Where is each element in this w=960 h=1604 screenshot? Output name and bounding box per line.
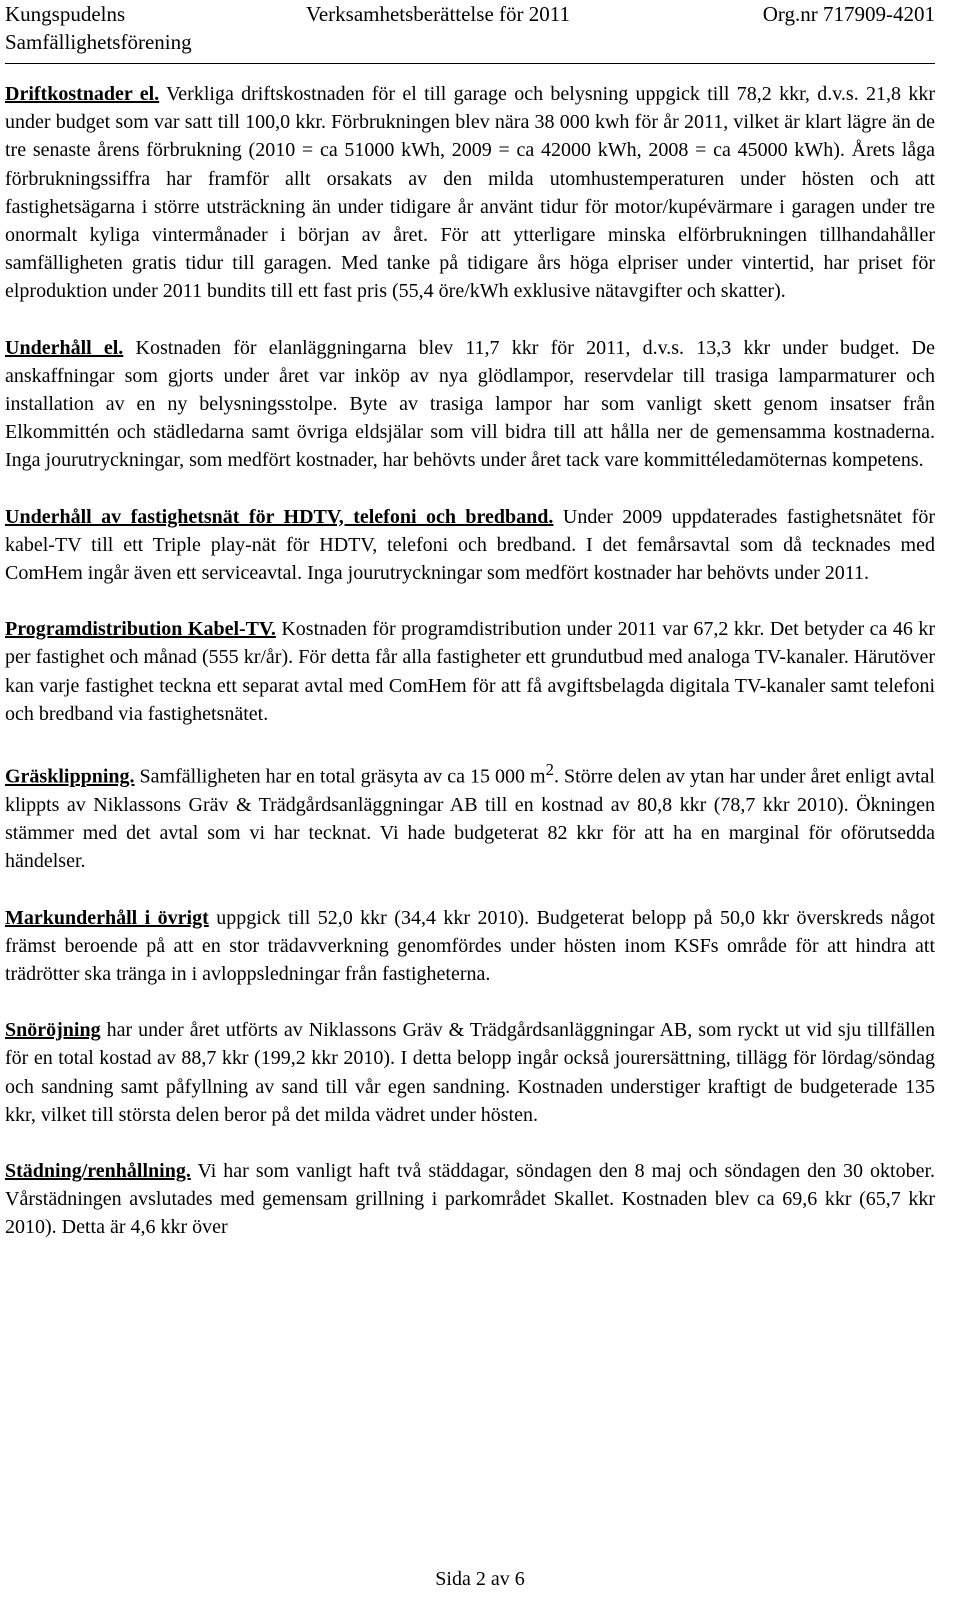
- section-text: Kostnaden för elanläggningarna blev 11,7 kkr för 2011, d.v.s. 13,3 kkr under budget. De anskaffningar som gjorts under året var inköp av nya glödlampor, reservdelar till trasiga lamparmaturer och installation av en ny belysningsstolpe. Byte av trasiga lampor har som vanligt skett genom insatser från Elkommittén och städledarna samt övriga eldsjälar som vill bidra till att hålla ner de gemensamma kostnaderna. Inga jourutryckningar, som medfört kostnader, har behövts under året tack vare kommittéledamöternas kompetens.: [5, 336, 935, 472]
- section-text-before-superscript: Samfälligheten har en total gräsyta av ca 15 000 m: [134, 765, 546, 788]
- section-text: Vi har som vanligt haft två städdagar, söndagen den 8 maj och söndagen den 30 oktober. Vårstädningen avslutades med gemensam grillning i parkområdet Skallet. Kostnaden blev ca 69,6 kkr (65,7 kkr 2010). Detta är 4,6 kkr över: [5, 1159, 935, 1239]
- section-programdistribution: [5, 615, 935, 728]
- page-header: [5, 0, 935, 62]
- section-heading: Snöröjning: [5, 1019, 101, 1042]
- document-title: Verksamhetsberättelse för 2011: [306, 2, 570, 26]
- org-name: [5, 0, 192, 56]
- section-heading: Programdistribution Kabel-TV.: [5, 618, 276, 641]
- org-name-line1: Kungspudelns: [5, 2, 126, 26]
- section-text: . Större delen av ytan har under året enligt avtal klippts av Niklassons Gräv & Trädgårdsanläggningar AB till en kostnad av 80,8 kkr (78,7 kkr 2010). Ökningen stämmer med det avtal som vi har tecknat. Vi hade budgeterat 82 kkr för att ha en marginal för oförutsedda händelser.: [5, 765, 935, 873]
- section-driftkostnader-el: [5, 80, 935, 306]
- section-grasklippning: [5, 756, 935, 875]
- section-heading: Gräsklippning.: [5, 765, 135, 788]
- section-text: Under 2009 uppdaterades fastighetsnätet för kabel-TV till ett Triple play-nät för HDTV, telefoni och bredband. I det femårsavtal som då tecknades med ComHem ingår även ett serviceavtal. Inga jourutryckningar som medfört kostnader har behövts under 2011.: [5, 505, 936, 585]
- section-text: har under året utförts av Niklassons Gräv & Trädgårdsanläggningar AB, som ryckt ut vid sju tillfällen för en total kostad av 88,7 kkr (199,2 kkr 2010). I detta belopp ingår också jourersättning, tillägg för lördag/söndag och sandning samt påfyllning av sand till vår egen sandning. Kostnaden understiger kraftigt de budgeterade 135 kkr, vilket till största delen beror på det milda vädret under hösten.: [5, 1019, 935, 1126]
- section-heading: Markunderhåll i övrigt: [5, 906, 209, 929]
- page-number: Sida 2 av 6: [435, 1568, 525, 1590]
- section-underhall-el: [5, 334, 935, 475]
- section-heading: Driftkostnader el.: [5, 83, 160, 105]
- section-text: Kostnaden för programdistribution under 2011 var 67,2 kkr. Det betyder ca 46 kr per fastighet och månad (555 kr/år). För detta får alla fastigheter ett grundutbud med analoga TV-kanaler. Härutöver kan varje fastighet teckna ett separat avtal med ComHem för att få avgiftsbelagda digitala TV-kanaler samt telefoni och bredband via fastighetsnätet.: [5, 618, 936, 725]
- section-markunderhall: [5, 904, 935, 989]
- section-text: uppgick till 52,0 kkr (34,4 kkr 2010). Budgeterat belopp på 50,0 kkr överskreds något främst beroende på att en stor trädavverkning genomfördes under hösten inom KSFs område för att hindra att trädrötter ska tränga in i avloppsledningar från fastigheterna.: [5, 906, 935, 985]
- section-heading: Underhåll av fastighetsnät för HDTV, telefoni och bredband.: [5, 505, 554, 528]
- document-body: [5, 80, 935, 1270]
- section-heading: Städning/renhållning.: [5, 1159, 191, 1182]
- org-number: Org.nr 717909-4201: [762, 2, 935, 26]
- header-rule: [5, 63, 935, 64]
- org-name-line2: Samfällighetsförening: [5, 30, 192, 54]
- section-snorojning: [5, 1016, 935, 1129]
- section-heading: Underhåll el.: [5, 336, 124, 359]
- section-text: Verkliga driftskostnaden för el till garage och belysning uppgick till 78,2 kkr, d.v.s. 21,8 kkr under budget som var satt till 100,0 kkr. Förbrukningen blev nära 38 000 kwh för år 2011, vilket är klart lägre än de tre senaste årens förbrukning (2010 = ca 51000 kWh, 2009 = ca 42000 kWh, 2008 = ca 45000 kWh). Årets låga förbrukningssiffra har framför allt orsakats av den milda utomhustemperaturen under hösten och att fastighetsägarna i större utsträckning än under tidigare år använt tidur för motor/kupévärmare i garagen under tre onormalt kyliga vintermånader i början av året. För att ytterligare minska elförbrukningen tillhandahåller samfälligheten gratis tidur till garagen. Med tanke på tidigare års höga elpriser under vintertid, har priset för elproduktion under 2011 bundits till ett fast pris (55,4 öre/kWh exklusive nätavgifter och skatter).: [5, 83, 935, 303]
- section-stadning: [5, 1157, 935, 1242]
- section-fastighetsnat: [5, 503, 935, 588]
- superscript-2: 2: [545, 760, 554, 780]
